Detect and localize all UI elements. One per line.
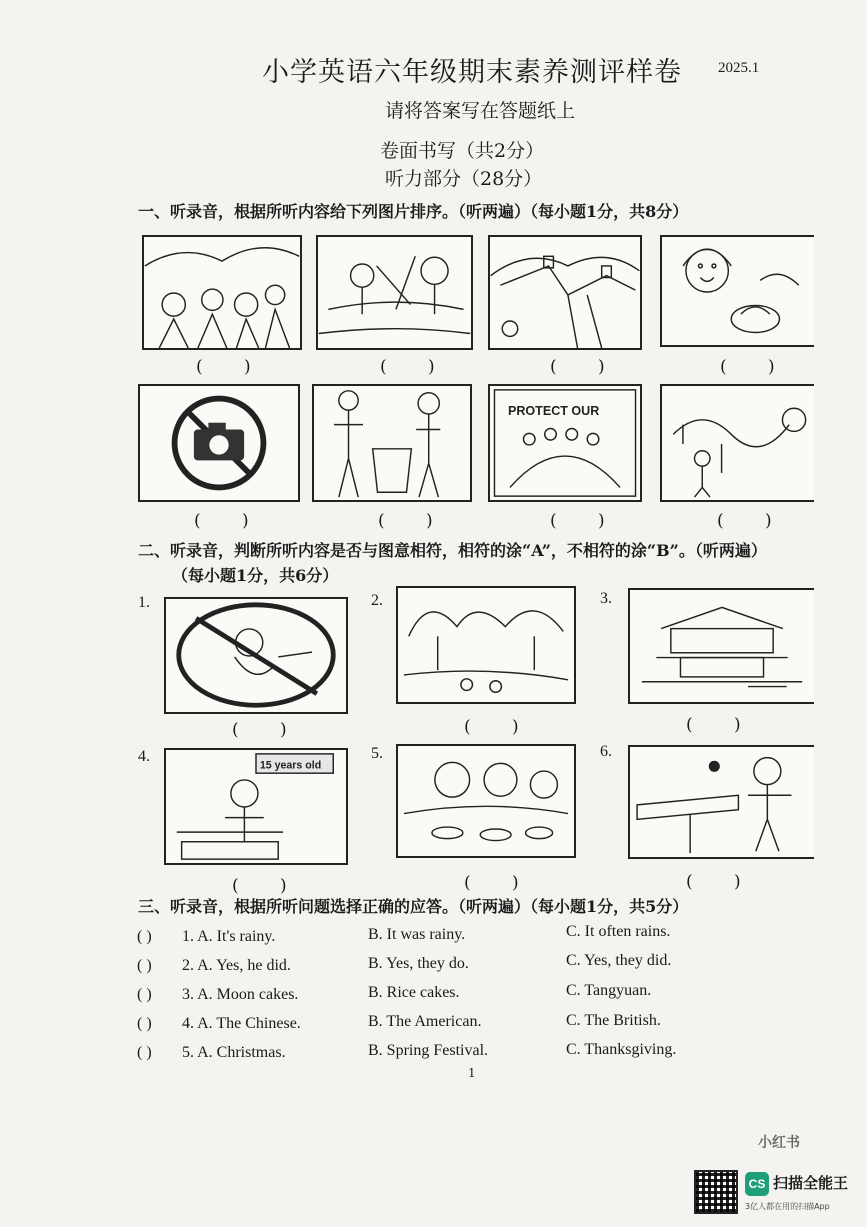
option-b: B. Rice cakes.: [368, 984, 460, 1001]
picture-family-dinner: [396, 744, 576, 858]
item-number: 4.: [138, 748, 150, 765]
picture-no-photos-sign: [138, 384, 300, 502]
answer-paren: ( ): [464, 873, 537, 893]
option-b: B. The American.: [368, 1013, 482, 1030]
answer-paren: ( ): [137, 957, 152, 974]
item-number: 1.: [138, 594, 150, 611]
answer-paren: ( ): [137, 928, 152, 945]
option-c: C. Yes, they did.: [566, 952, 672, 969]
option-a: 1. A. It's rainy.: [182, 928, 276, 945]
option-a: 5. A. Christmas.: [182, 1044, 286, 1061]
picture-dragon-dance: [660, 384, 814, 502]
option-a: 4. A. The Chinese.: [182, 1015, 301, 1032]
listening-section-title: 听力部分（28分）: [385, 168, 543, 190]
answer-paren: ( ): [686, 715, 759, 735]
option-c: C. It often rains.: [566, 923, 671, 940]
camscanner-icon: CS: [745, 1172, 769, 1196]
answer-paren: ( ): [686, 872, 759, 892]
picture-fishing-animals: [316, 235, 473, 350]
exam-date: 2025.1: [718, 60, 760, 76]
picture-girl-birthday: [164, 748, 348, 865]
answer-paren: ( ): [464, 717, 537, 737]
banner-label: 15 years old: [259, 759, 322, 772]
answer-paren: ( ): [194, 511, 267, 531]
camscanner-tagline: 3亿人都在用的扫描App: [745, 1202, 830, 1211]
answer-paren: ( ): [717, 511, 790, 531]
section2-subheading: （每小题1分，共6分）: [172, 566, 339, 585]
picture-people-litter-bin: [312, 384, 472, 502]
picture-great-wall: [488, 235, 642, 350]
answer-paren: ( ): [550, 357, 623, 377]
page-number: 1: [468, 1066, 476, 1080]
option-c: C. Tangyuan.: [566, 982, 652, 999]
answer-paren: ( ): [137, 1015, 152, 1032]
option-a: 2. A. Yes, he did.: [182, 957, 291, 974]
item-number: 3.: [600, 590, 612, 607]
instruction-text: 请将答案写在答题纸上: [385, 100, 576, 122]
handwriting-score: 卷面书写（共2分）: [380, 140, 545, 162]
answer-paren: ( ): [378, 511, 451, 531]
page-title: 小学英语六年级期末素养测评样卷: [262, 57, 682, 88]
answer-paren: ( ): [232, 720, 305, 740]
option-b: B. It was rainy.: [368, 926, 466, 943]
answer-paren: ( ): [720, 357, 793, 377]
item-number: 2.: [371, 592, 383, 609]
qr-code-icon: [694, 1170, 738, 1214]
item-number: 6.: [600, 743, 612, 760]
picture-girl-telephone: [660, 235, 814, 347]
picture-protect-our-earth-poster: [488, 384, 642, 502]
option-c: C. Thanksgiving.: [566, 1041, 677, 1058]
answer-paren: ( ): [380, 357, 453, 377]
answer-paren: ( ): [550, 511, 623, 531]
option-b: B. Spring Festival.: [368, 1042, 489, 1059]
picture-boy-ping-pong: [628, 745, 814, 859]
camscanner-brand: 扫描全能王: [773, 1174, 849, 1192]
option-a: 3. A. Moon cakes.: [182, 986, 299, 1003]
picture-picnic-under-trees: [396, 586, 576, 704]
picture-tiananmen: [628, 588, 814, 704]
poster-label: PROTECT OUR: [508, 403, 600, 418]
picture-no-feeding-monkey: [164, 597, 348, 714]
option-c: C. The British.: [566, 1012, 661, 1029]
section1-heading: 一、听录音，根据所听内容给下列图片排序。（听两遍）（每小题1分，共8分）: [138, 202, 689, 221]
section2-heading: 二、听录音，判断所听内容是否与图意相符，相符的涂“A”，不相符的涂“B”。（听两遍）: [138, 541, 767, 560]
answer-paren: ( ): [196, 357, 269, 377]
xiaohongshu-logo: 小红书: [758, 1135, 800, 1151]
answer-paren: ( ): [137, 1044, 152, 1061]
picture-monkey-king-characters: [142, 235, 302, 350]
answer-paren: ( ): [137, 986, 152, 1003]
option-b: B. Yes, they do.: [368, 955, 469, 972]
item-number: 5.: [371, 745, 383, 762]
answer-paren: ( ): [232, 876, 305, 896]
section3-heading: 三、听录音，根据所听问题选择正确的应答。（听两遍）（每小题1分，共5分）: [138, 897, 689, 916]
